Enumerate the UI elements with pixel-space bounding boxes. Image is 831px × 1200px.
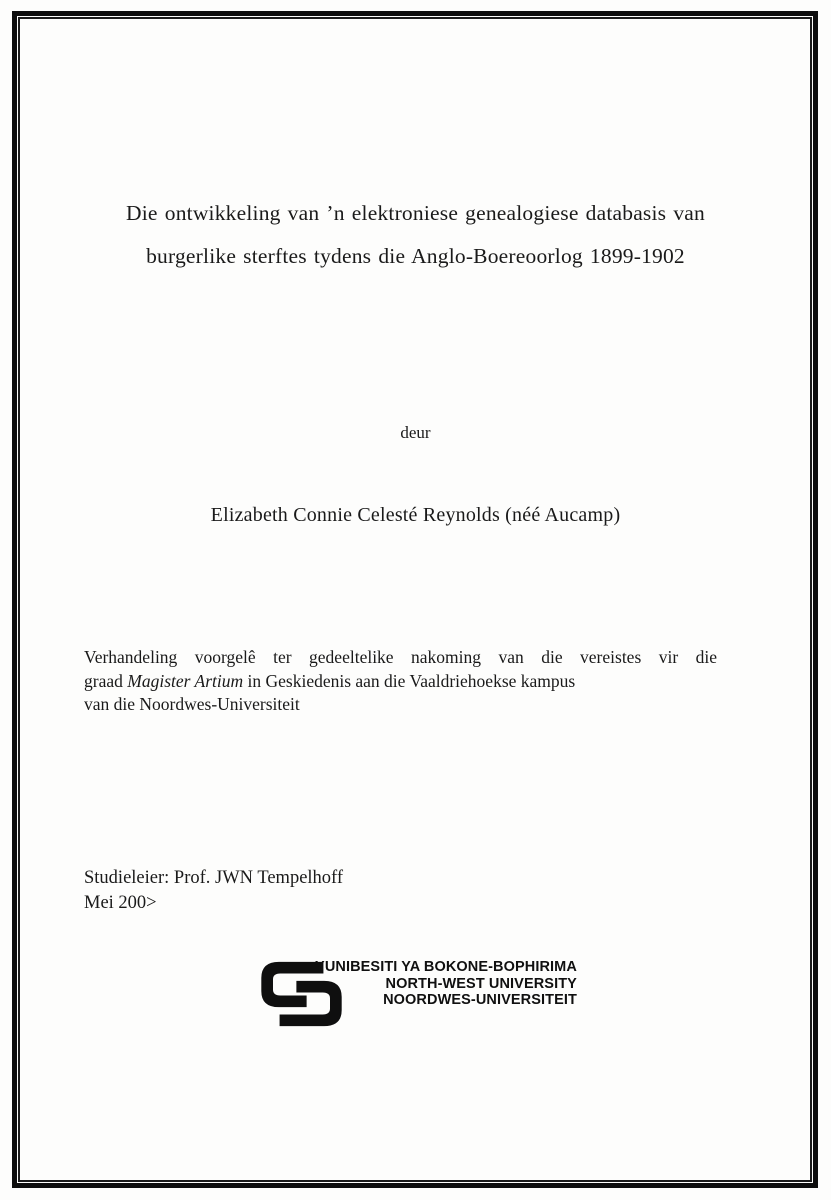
statement-line2 <box>84 670 717 694</box>
thesis-title-line2: burgerlike sterftes tydens die Anglo-Boereoorlog 1899-1902 <box>146 244 685 268</box>
thesis-title-line1: Die ontwikkeling van ’n elektroniese genealogiese databasis van <box>126 201 705 225</box>
byline-deur-label: deur <box>400 423 431 442</box>
university-logo <box>0 957 831 1031</box>
logo-text-afrikaans: NOORDWES-UNIVERSITEIT <box>383 992 577 1008</box>
thesis-title <box>0 192 831 278</box>
supervisor-line: Studieleier: Prof. JWN Tempelhoff <box>84 868 344 888</box>
author-name: Elizabeth Connie Celesté Reynolds (néé Aucamp) <box>210 504 621 526</box>
statement-line3: van die Noordwes-Universiteit <box>84 694 300 714</box>
statement-line2-suffix: in Geskiedenis aan die Vaaldriehoekse kampus <box>243 670 576 691</box>
thesis-statement <box>84 646 717 717</box>
logo-text-setswana: YUNIBESITI YA BOKONE-BOPHIRIMA <box>315 959 577 975</box>
degree-name-italic: Magister Artium <box>127 670 244 691</box>
statement-line1: Verhandeling voorgelê ter gedeeltelike nakoming van die vereistes vir die <box>84 647 717 667</box>
university-logo-text <box>315 957 577 1009</box>
logo-text-english: NORTH-WEST UNIVERSITY <box>385 975 577 992</box>
footer-block <box>84 866 343 916</box>
statement-line2-prefix: graad <box>84 670 128 691</box>
date-line: Mei 200> <box>84 893 157 913</box>
